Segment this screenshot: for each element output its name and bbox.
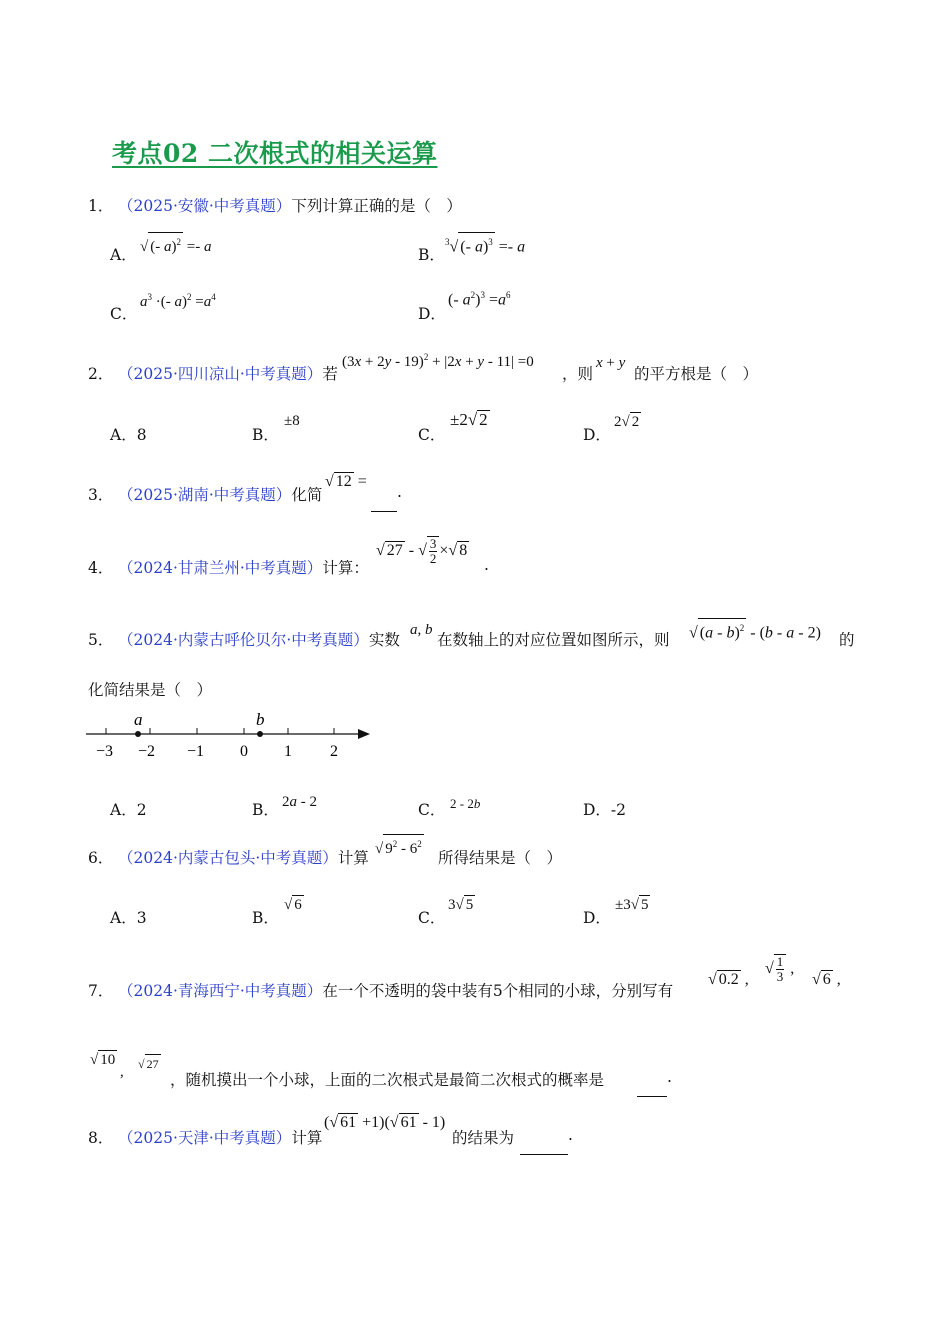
q8-end: . — [568, 1126, 573, 1144]
q2-option-d-formula: 2√ 2 — [614, 414, 640, 430]
q7-root-0.2: √ 0.2 , — [708, 971, 749, 988]
q6-option-c-formula: 3√ 5 — [448, 897, 474, 913]
q1-option-a-formula: √ (- a)$^2$ =- a — [140, 232, 211, 256]
q7-root-1-3: √ $\frac{1}{3}$ , — [765, 954, 795, 984]
q2-option-c-formula: ±2√ 2 — [450, 410, 488, 429]
q2-option-d: D． — [583, 426, 611, 444]
q2-text-post: 的平方根是（ ） — [634, 365, 759, 383]
question-4: 4． （2024·甘肃兰州·中考真题）计算： — [88, 559, 369, 577]
number-line-arrow — [358, 729, 370, 739]
q5-line2: 化简结果是（ ） — [88, 681, 213, 699]
q6-option-d: D． — [583, 909, 611, 927]
q1-option-c-formula: $a^3$ ·(- $a)^2 =a^4$ — [140, 292, 216, 310]
tick-label: −1 — [187, 743, 205, 760]
q5-text-mid: 在数轴上的对应位置如图所示，则 — [437, 631, 670, 649]
question-source: （2025·安徽·中考真题） — [118, 197, 292, 215]
q4-formula: √ 27 - √ $\frac{3}{2}$ ×√ 8 — [376, 536, 468, 566]
q2-option-c: C． — [418, 426, 446, 444]
q5-option-b-formula: 2a - 2 — [282, 794, 317, 810]
q6-formula: √ $9^2 - 6^2$ — [375, 834, 424, 858]
page-title: 考点02 二次根式的相关运算 — [112, 139, 438, 168]
point-b-label: b — [256, 710, 265, 729]
q7-root-27: √ 27 — [138, 1054, 161, 1073]
q5-option-d: D．-2 — [583, 801, 627, 819]
q6-option-b: B． — [252, 909, 279, 927]
q8-text-post: 的结果为 — [452, 1129, 515, 1147]
q5-option-b: B． — [252, 801, 279, 819]
q2-sum: x + y — [596, 355, 626, 371]
point-a-label: a — [134, 710, 143, 729]
q1-option-d: D． — [418, 305, 446, 323]
q2-equation: $(3x + 2y - 19)^2 + |2x + y - 11| =0$ — [342, 352, 534, 370]
question-7: 7． （2024·青海西宁·中考真题）在一个不透明的袋中装有5个相同的小球，分别写有 — [88, 982, 674, 1000]
q6-text-post: 所得结果是（ ） — [438, 849, 563, 867]
q7-line2: ，随机摸出一个小球，上面的二次根式是最简二次根式的概率是 — [170, 1071, 605, 1089]
question-6: 6． （2024·内蒙古包头·中考真题）计算 — [88, 849, 369, 867]
tick-label: 2 — [330, 743, 338, 760]
q8-formula: (√ 61 +1)(√ 61 - 1) — [324, 1114, 446, 1131]
point-a — [135, 731, 141, 737]
q3-answer-blank[interactable] — [371, 497, 397, 516]
q2-option-b: B． — [252, 426, 279, 444]
q7-end: . — [667, 1068, 672, 1086]
q1-option-c: C． — [110, 305, 138, 323]
q4-end: . — [484, 556, 489, 574]
q8-answer-blank[interactable] — [520, 1140, 568, 1159]
q5-option-c: C． — [418, 801, 446, 819]
tick-label: −3 — [96, 743, 114, 760]
q1-option-a: A． — [110, 246, 137, 264]
q6-option-d-formula: ±3√ 5 — [615, 897, 649, 913]
q6-option-c: C． — [418, 909, 446, 927]
question-8: 8． （2025·天津·中考真题）计算 — [88, 1129, 323, 1147]
q6-option-a: A．3 — [110, 909, 147, 927]
q5-vars: a, b — [410, 622, 433, 638]
q3-end: . — [397, 483, 402, 501]
q2-text-mid: ，则 — [562, 365, 594, 383]
q5-text-post: 的 — [839, 631, 855, 649]
question-2: 2． （2025·四川凉山·中考真题）若 — [88, 365, 338, 383]
q1-option-d-formula: (- $a^2)^3 =a^6$ — [448, 290, 511, 309]
q5-option-a: A．2 — [110, 801, 147, 819]
q5-option-c-formula: 2 - 2b — [450, 796, 481, 811]
q7-comma: , — [120, 1064, 124, 1080]
question-3: 3． （2025·湖南·中考真题）化简 — [88, 486, 323, 504]
q5-formula: √ (a - b)$^2$ - (b - a - 2) — [689, 618, 821, 642]
tick-label: −2 — [138, 743, 156, 760]
q7-answer-blank[interactable] — [637, 1082, 667, 1101]
q6-option-b-formula: √ 6 — [284, 897, 302, 913]
question-5: 5． （2024·内蒙古呼伦贝尔·中考真题）实数 — [88, 631, 400, 649]
q3-formula: √ 12 = — [325, 473, 367, 490]
q7-root-6: √ 6 , — [812, 971, 841, 988]
point-b — [257, 731, 263, 737]
question-1 — [88, 194, 462, 216]
q2-option-a: A．8 — [110, 426, 147, 444]
tick-label: 1 — [284, 743, 292, 760]
question-number: 1． — [88, 197, 114, 215]
question-text: 下列计算正确的是（ ） — [291, 197, 462, 215]
q1-option-b-formula: $^3$√ (- a)$^3$ =- a — [445, 232, 525, 256]
number-line — [84, 706, 376, 762]
tick-label: 0 — [240, 743, 248, 760]
q7-root-10: √ 10 — [90, 1052, 116, 1068]
q1-option-b: B． — [418, 246, 445, 264]
q2-option-b-formula: ±8 — [284, 413, 300, 429]
